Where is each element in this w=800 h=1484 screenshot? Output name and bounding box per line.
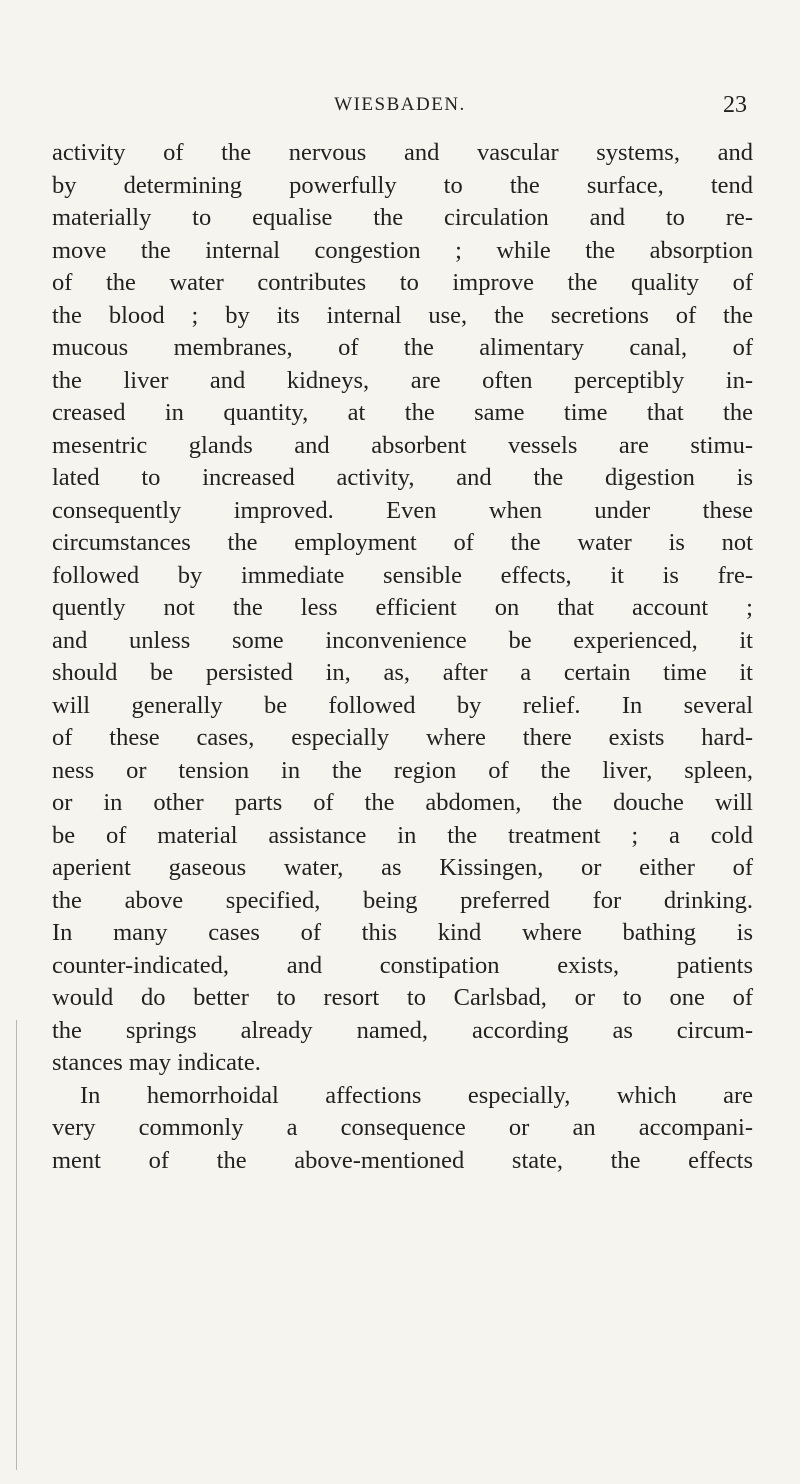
text-line: or in other parts of the abdomen, the douche will [52,789,753,816]
paragraph-start-line: In hemorrhoidal affections especially, which are [80,1081,753,1109]
text-line: circumstances the employment of the water is not [52,529,753,556]
text-line: and unless some inconvenience be experienced, it [52,626,753,654]
text-line: counter-indicated, and constipation exists, patients [52,951,753,979]
text-line: move the internal congestion ; while the absorption [52,236,753,264]
text-line: the liver and kidneys, are often perceptibly in- [52,366,753,394]
text-line: by determining powerfully to the surface, tend [52,171,753,199]
text-line: ness or tension in the region of the liver, spleen, [52,756,753,784]
text-line: consequently improved. Even when under these [52,496,753,524]
text-line: creased in quantity, at the same time that the [52,399,753,426]
text-line: very commonly a consequence or an accompani- [52,1114,753,1141]
text-line: lated to increased activity, and the digestion is [52,464,753,491]
paragraph-end-line: stances may indicate. [52,1049,261,1076]
running-head [0,94,800,122]
text-line: would do better to resort to Carlsbad, or to one of [52,984,753,1011]
text-line: of the water contributes to improve the quality of [52,269,753,296]
text-line: will generally be followed by relief. In several [52,691,753,719]
text-line: In many cases of this kind where bathing is [52,919,753,946]
text-line: followed by immediate sensible effects, it is fre- [52,561,753,589]
text-line: mesentric glands and absorbent vessels are stimu- [52,431,753,459]
text-line: the springs already named, according as circum- [52,1016,753,1044]
text-line: mucous membranes, of the alimentary canal, of [52,334,753,361]
text-line: of these cases, especially where there exists hard- [52,724,753,751]
page-number: 23 [723,92,747,118]
text-line: the blood ; by its internal use, the secretions of the [52,301,753,329]
running-title: WIESBADEN. [334,94,466,115]
text-line: should be persisted in, as, after a certain time it [52,659,753,686]
text-line: materially to equalise the circulation and to re- [52,204,753,231]
text-line: quently not the less efficient on that account ; [52,594,753,621]
text-line: aperient gaseous water, as Kissingen, or either of [52,854,753,881]
text-line: be of material assistance in the treatment ; a cold [52,821,753,849]
text-line: activity of the nervous and vascular systems, and [52,139,753,166]
body-text [52,137,753,1177]
text-line: ment of the above-mentioned state, the effects [52,1146,753,1174]
margin-rule [16,1020,17,1470]
text-line: the above specified, being preferred for drinking. [52,886,753,914]
